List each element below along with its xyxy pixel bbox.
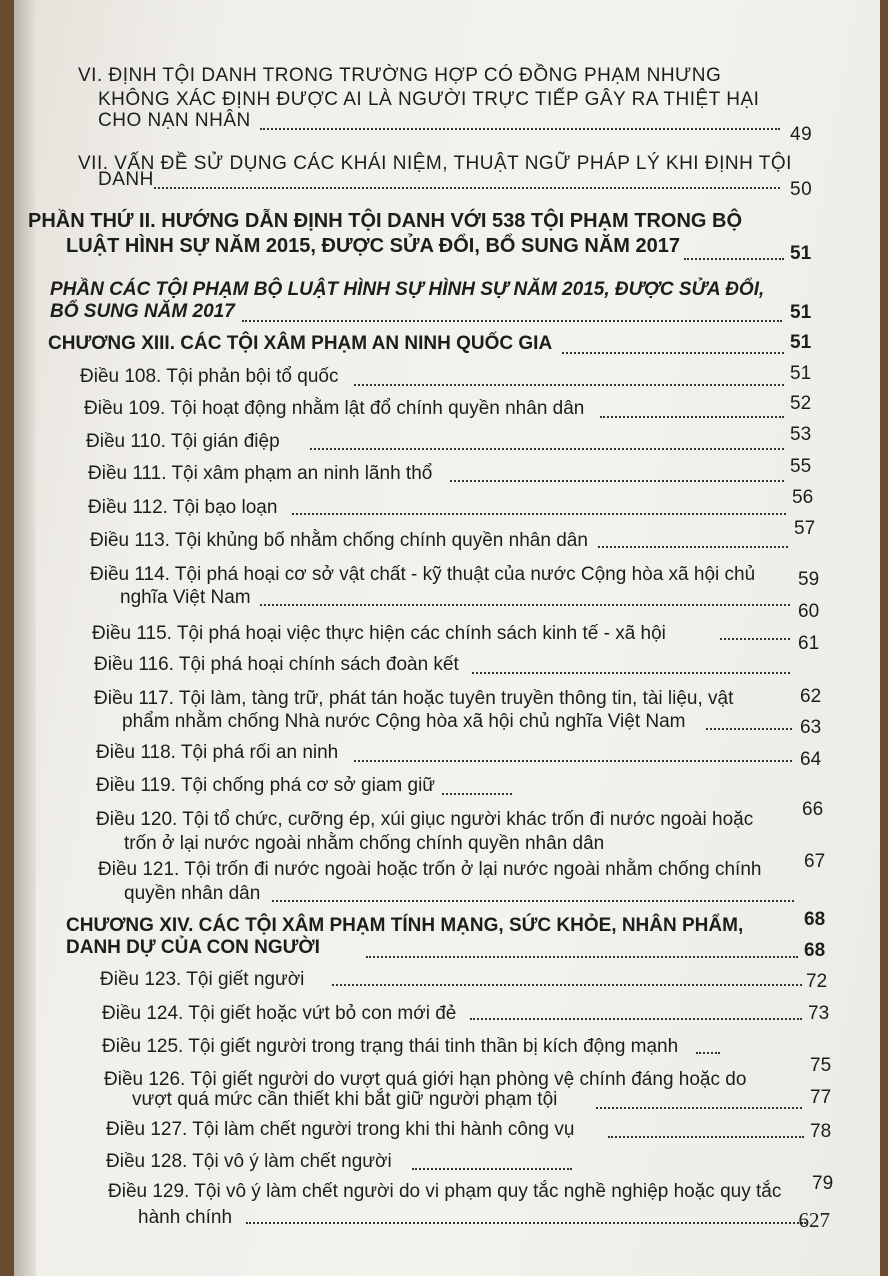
toc-page-number: 62	[800, 686, 822, 707]
toc-page-number: 61	[798, 633, 820, 654]
toc-entry-text: DANH	[98, 169, 154, 190]
toc-entry-text: phẩm nhằm chống Nhà nước Cộng hòa xã hội chủ nghĩa Việt Nam	[122, 711, 686, 732]
toc-page-number: 53	[790, 424, 812, 445]
toc-page-number: 68	[804, 909, 826, 930]
toc-entry-text: PHẦN THỨ II. HƯỚNG DẪN ĐỊNH TỘI DANH VỚI 538 TỘI PHẠM TRONG BỘ	[28, 210, 743, 232]
toc-page-number: 56	[792, 487, 814, 508]
leader-dots	[600, 416, 784, 418]
toc-entry-text: Điều 124. Tội giết hoặc vứt bỏ con mới đẻ	[102, 1003, 457, 1024]
toc-page-number: 66	[802, 799, 824, 820]
toc-entry-text: CHƯƠNG XIII. CÁC TỘI XÂM PHẠM AN NINH QUỐC GIA	[48, 333, 553, 354]
toc-entry-text: Điều 112. Tội bạo loạn	[88, 497, 278, 518]
leader-dots	[598, 546, 788, 548]
toc-entry-text: Điều 120. Tội tổ chức, cưỡng ép, xúi giục người khác trốn đi nước ngoài hoặc	[96, 809, 754, 830]
leader-dots	[292, 513, 786, 515]
leader-dots	[706, 728, 792, 730]
toc-entry-text: Điều 110. Tội gián điệp	[86, 431, 280, 452]
toc-page-number: 49	[790, 124, 813, 145]
leader-dots	[442, 793, 512, 795]
toc-entry-text: Điều 119. Tội chống phá cơ sở giam giữ	[96, 775, 436, 796]
toc-page-number: 51	[790, 332, 812, 353]
toc-page-number: 51	[790, 243, 812, 264]
toc-entry-text: Điều 123. Tội giết người	[100, 969, 305, 990]
toc-page-number: 78	[810, 1121, 832, 1142]
toc-page-number: 59	[798, 569, 820, 590]
leader-dots	[242, 320, 782, 322]
toc-entry-text: Điều 125. Tội giết người trong trạng thái tinh thần bị kích động mạnh	[102, 1036, 679, 1057]
toc-entry-text: trốn ở lại nước ngoài nhằm chống chính quyền nhân dân	[124, 833, 605, 854]
toc-page-number: 73	[808, 1003, 830, 1024]
leader-dots	[260, 604, 790, 606]
toc-page-number: 63	[800, 717, 822, 738]
toc-entry-text: CHƯƠNG XIV. CÁC TỘI XÂM PHẠM TÍNH MẠNG, SỨC KHỎE, NHÂN PHẨM,	[66, 915, 744, 936]
leader-dots	[696, 1052, 720, 1054]
leader-dots	[470, 1018, 802, 1020]
toc-entry-text: Điều 108. Tội phản bội tổ quốc	[80, 366, 339, 387]
page-number: 627	[798, 1208, 830, 1232]
toc-entry-text: Điều 127. Tội làm chết người trong khi thi hành công vụ	[106, 1119, 575, 1140]
leader-dots	[246, 1222, 806, 1224]
leader-dots	[354, 384, 784, 386]
leader-dots	[154, 187, 780, 189]
leader-dots	[272, 900, 794, 902]
leader-dots	[366, 956, 798, 958]
leader-dots	[450, 480, 784, 482]
leader-dots	[310, 448, 784, 450]
toc-entry-text: Điều 114. Tội phá hoại cơ sở vật chất - kỹ thuật của nước Cộng hòa xã hội chủ	[90, 564, 756, 585]
toc-page-number: 55	[790, 456, 812, 477]
toc-entry-text: Điều 117. Tội làm, tàng trữ, phát tán hoặc tuyên truyền thông tin, tài liệu, vật	[94, 688, 734, 709]
page-gutter-shadow	[14, 0, 36, 1276]
toc-page-number: 57	[794, 518, 816, 539]
leader-dots	[562, 352, 784, 354]
toc-entry-text: Điều 118. Tội phá rối an ninh	[96, 742, 339, 763]
toc-entry-text: VI. ĐỊNH TỘI DANH TRONG TRƯỜNG HỢP CÓ ĐỒNG PHẠM NHƯNG	[78, 65, 722, 86]
leader-dots	[412, 1168, 572, 1170]
toc-page-number: 64	[800, 749, 822, 770]
toc-entry-text: Điều 128. Tội vô ý làm chết người	[106, 1151, 392, 1172]
toc-entry-text: Điều 115. Tội phá hoại việc thực hiện các chính sách kinh tế - xã hội	[92, 623, 666, 644]
toc-entry-text: nghĩa Việt Nam	[120, 587, 251, 608]
toc-entry-text: Điều 129. Tội vô ý làm chết người do vi phạm quy tắc nghề nghiệp hoặc quy tắc	[108, 1181, 782, 1202]
leader-dots	[720, 638, 790, 640]
toc-page-number: 52	[790, 393, 812, 414]
toc-entry-text: Điều 109. Tội hoạt động nhằm lật đổ chính quyền nhân dân	[84, 398, 585, 419]
book-page	[14, 0, 880, 1276]
toc-entry-text: LUẬT HÌNH SỰ NĂM 2015, ĐƯỢC SỬA ĐỔI, BỔ SUNG NĂM 2017	[66, 235, 680, 257]
toc-page-number: 50	[790, 179, 813, 200]
leader-dots	[332, 984, 802, 986]
toc-page-number: 68	[804, 940, 826, 961]
toc-entry-text: VII. VẤN ĐỀ SỬ DỤNG CÁC KHÁI NIỆM, THUẬT NGỮ PHÁP LÝ KHI ĐỊNH TỘI	[78, 153, 792, 174]
toc-page-number: 51	[790, 363, 812, 384]
toc-entry-text: PHẦN CÁC TỘI PHẠM BỘ LUẬT HÌNH SỰ HÌNH SỰ NĂM 2015, ĐƯỢC SỬA ĐỔI,	[50, 279, 765, 300]
toc-entry-text: DANH DỰ CỦA CON NGƯỜI	[66, 937, 320, 958]
toc-entry-text: quyền nhân dân	[124, 883, 261, 904]
leader-dots	[608, 1136, 804, 1138]
toc-page-number: 72	[806, 971, 828, 992]
toc-entry-text: vượt quá mức cần thiết khi bắt giữ người phạm tội	[132, 1089, 558, 1110]
toc-entry-text: Điều 111. Tội xâm phạm an ninh lãnh thổ	[88, 463, 433, 484]
toc-entry-text: Điều 116. Tội phá hoại chính sách đoàn kết	[94, 654, 459, 675]
toc-entry-text: Điều 121. Tội trốn đi nước ngoài hoặc trốn ở lại nước ngoài nhằm chống chính	[98, 859, 762, 880]
leader-dots	[472, 672, 790, 674]
toc-page-number: 75	[810, 1055, 832, 1076]
toc-page-number: 67	[804, 851, 826, 872]
toc-entry-text: hành chính	[138, 1207, 233, 1228]
toc-entry-text: Điều 113. Tội khủng bố nhằm chống chính quyền nhân dân	[90, 530, 588, 551]
leader-dots	[596, 1107, 802, 1109]
leader-dots	[354, 760, 792, 762]
toc-entry-text: BỔ SUNG NĂM 2017	[50, 301, 235, 322]
toc-page-number: 51	[790, 302, 812, 323]
toc-entry-text: KHÔNG XÁC ĐỊNH ĐƯỢC AI LÀ NGƯỜI TRỰC TIẾP GÂY RA THIỆT HẠI	[98, 89, 760, 110]
toc-entry-text: Điều 126. Tội giết người do vượt quá giới hạn phòng vệ chính đáng hoặc do	[104, 1069, 747, 1090]
toc-page-number: 77	[810, 1087, 832, 1108]
toc-page-number: 79	[812, 1173, 834, 1194]
toc-page-number: 60	[798, 601, 820, 622]
leader-dots	[684, 258, 784, 260]
leader-dots	[260, 128, 780, 130]
toc-entry-text: CHO NẠN NHÂN	[98, 110, 251, 131]
